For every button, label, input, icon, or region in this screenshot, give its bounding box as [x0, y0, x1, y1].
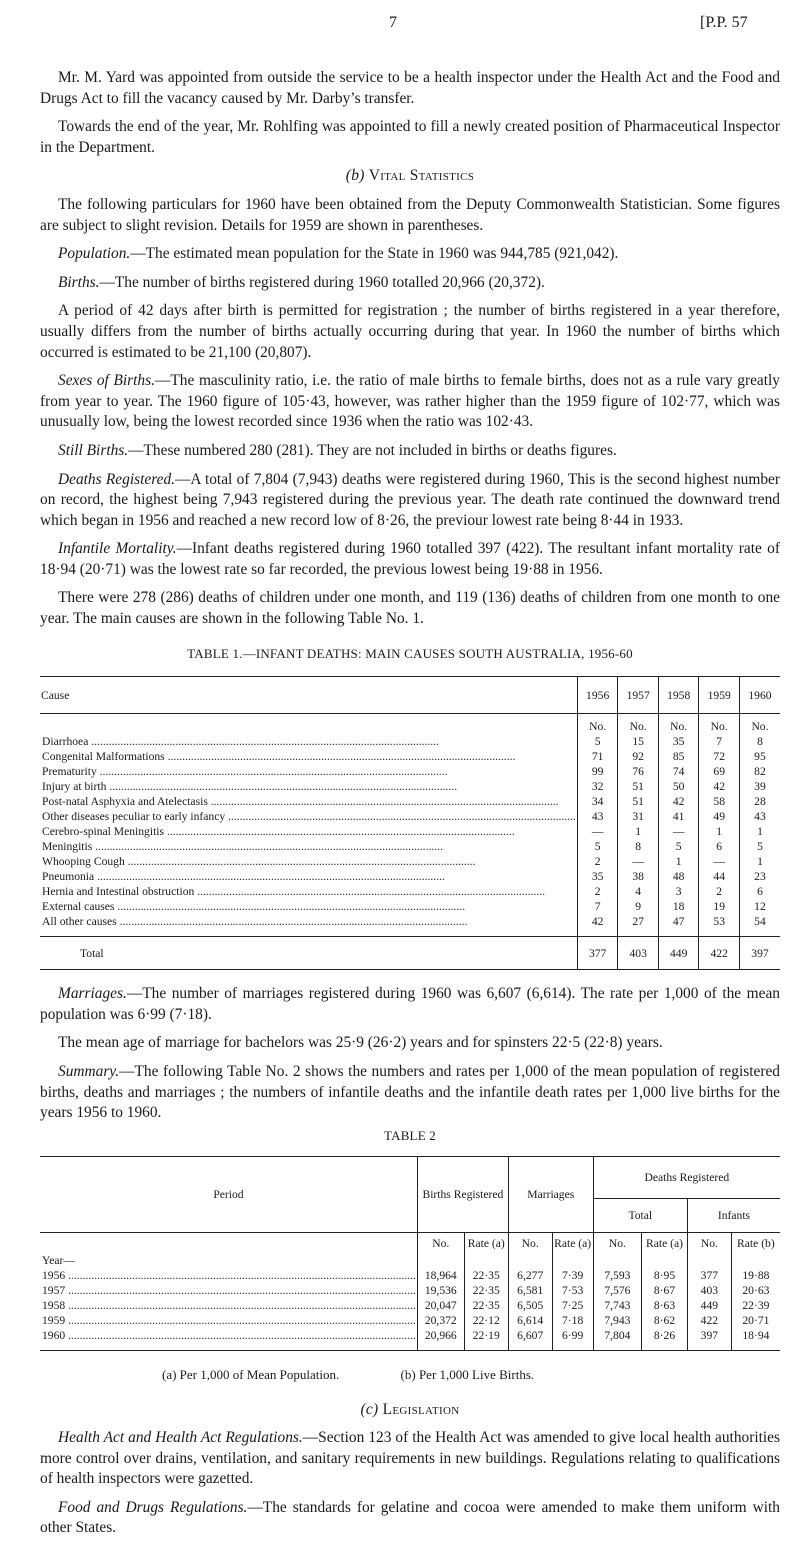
- cause-label: Pneumonia ........................................................................................................................: [42, 870, 445, 884]
- lead-summary: Summary.: [58, 1063, 120, 1081]
- dot-leader: ........................................................................................................................: [194, 885, 546, 899]
- cell-value: 5: [577, 734, 618, 749]
- unit-row: [40, 714, 780, 735]
- paragraph-population: [40, 244, 780, 265]
- paragraph-registration-period: A period of 42 days after birth is permitted for registration ; the number of births registered in a year therefore, usually differs from the number of births actually occurring during that year. In 1960 the number of births which occurred is estimated to be 21,100 (20,807).: [40, 302, 780, 361]
- lead-sexes: Sexes of Births.: [58, 372, 155, 390]
- cell-value: 8·62: [642, 1313, 688, 1328]
- cell-value: 1: [618, 824, 659, 839]
- cell-value: 397: [687, 1328, 731, 1351]
- cell-value: 50: [658, 779, 699, 794]
- cell-value: 7,804: [593, 1328, 641, 1351]
- cause-label: Injury at birth ........................................................................................................................: [42, 780, 458, 794]
- dot-leader: ........................................................................................................................: [225, 810, 576, 824]
- table-row: [40, 749, 780, 764]
- cell-value: 9: [618, 899, 659, 914]
- year-cell: 1960 ........................................................................................................................: [42, 1328, 416, 1342]
- cell-value: 8: [739, 734, 780, 749]
- cell-value: —: [577, 824, 618, 839]
- cell-value: 7,943: [593, 1313, 641, 1328]
- year-header: 1958: [658, 677, 699, 714]
- cause-label: Cerebro-spinal Meningitis ........................................................................................................................: [42, 825, 515, 839]
- year-cell: 1956 ........................................................................................................................: [42, 1268, 416, 1282]
- sub-header-rate: Rate (a): [464, 1233, 508, 1253]
- page-reference: [P.P. 57: [700, 14, 748, 31]
- lead-births: Births.: [58, 273, 100, 291]
- cell-value: 7·18: [552, 1313, 593, 1328]
- cell-value: 31: [618, 809, 659, 824]
- cell-value: 2: [699, 884, 740, 899]
- cell-value: 6,607: [508, 1328, 552, 1351]
- cell-value: 7·39: [552, 1268, 593, 1283]
- cell-value: —: [658, 824, 699, 839]
- sub-header-rate: Rate (a): [552, 1233, 593, 1253]
- cell-value: 53: [699, 914, 740, 937]
- section-title: Legislation: [382, 1400, 460, 1418]
- year-cell: 1959 ........................................................................................................................: [42, 1313, 416, 1327]
- cell-value: 8·26: [642, 1328, 688, 1351]
- footnote-b: (b) Per 1,000 Live Births.: [400, 1366, 535, 1382]
- births-header: Births Registered: [417, 1157, 508, 1233]
- year-header: 1956: [577, 677, 618, 714]
- lead-population: Population.: [58, 245, 131, 263]
- total-value: 403: [618, 937, 659, 970]
- dot-leader: ........................................................................................................................: [164, 825, 515, 839]
- cell-value: 58: [699, 794, 740, 809]
- cell-value: 22·35: [464, 1268, 508, 1283]
- cell-value: 39: [739, 779, 780, 794]
- cell-value: 8·95: [642, 1268, 688, 1283]
- year-label-row: [40, 1253, 780, 1268]
- text-infantile: —Infant deaths registered during 1960 totalled 397 (422). The resultant infant mortality rate of 18·94 (20·71) was the lowest rate so far recorded, the previous lowest being 19·88 in 1956.: [40, 540, 780, 578]
- section-letter: (c): [360, 1400, 379, 1418]
- table-row: [40, 734, 780, 749]
- total-value: 397: [739, 937, 780, 970]
- dot-leader: ........................................................................................................................: [88, 735, 440, 749]
- cell-value: 22·19: [464, 1328, 508, 1351]
- cause-label: Meningitis ........................................................................................................................: [42, 840, 443, 854]
- cell-value: 20,372: [417, 1313, 464, 1328]
- cell-value: 51: [618, 779, 659, 794]
- cell-value: 71: [577, 749, 618, 764]
- cell-value: 69: [699, 764, 740, 779]
- cell-value: 6,505: [508, 1298, 552, 1313]
- paragraph-particulars: The following particulars for 1960 have been obtained from the Deputy Commonwealth Statistician. Some figures are subject to slight revision. Details for 1959 are shown in parentheses.: [40, 195, 780, 234]
- total-row: [40, 937, 780, 970]
- dot-leader: ........................................................................................................................: [92, 840, 443, 854]
- deaths-header: Deaths Registered: [593, 1157, 780, 1199]
- lead-still-births: Still Births.: [58, 441, 129, 459]
- cause-label: Whooping Cough ........................................................................................................................: [42, 855, 476, 869]
- cell-value: 19,536: [417, 1283, 464, 1298]
- cell-value: 19: [699, 899, 740, 914]
- cell-value: 1: [699, 824, 740, 839]
- cell-value: 1: [658, 854, 699, 869]
- cell-value: 3: [658, 884, 699, 899]
- year-header: 1957: [618, 677, 659, 714]
- year-label: Year—: [42, 1253, 75, 1267]
- cause-label: Post-natal Asphyxia and Atelectasis ........................................................................................................................: [42, 795, 559, 809]
- lead-deaths: Deaths Registered.: [58, 470, 175, 488]
- sub-header-no: No.: [508, 1233, 552, 1253]
- year-cell: 1957 ........................................................................................................................: [42, 1283, 416, 1297]
- cell-value: 18·94: [731, 1328, 780, 1351]
- table-row: [40, 839, 780, 854]
- table-row: [40, 809, 780, 824]
- table-row: [40, 794, 780, 809]
- cell-value: 43: [739, 809, 780, 824]
- cell-value: 2: [577, 854, 618, 869]
- cell-value: 23: [739, 869, 780, 884]
- table-row: [40, 884, 780, 899]
- cause-label: External causes ........................................................................................................................: [42, 900, 466, 914]
- text-population: —The estimated mean population for the State in 1960 was 944,785 (921,042).: [130, 245, 619, 263]
- table2-title: TABLE 2: [384, 1127, 436, 1143]
- cell-value: 20,966: [417, 1328, 464, 1351]
- cell-value: 42: [577, 914, 618, 937]
- cell-value: 20·71: [731, 1313, 780, 1328]
- cell-value: 35: [658, 734, 699, 749]
- cause-label: Diarrhoea ........................................................................................................................: [42, 735, 440, 749]
- cell-value: 7,593: [593, 1268, 641, 1283]
- sub-header-rate: Rate (a): [642, 1233, 688, 1253]
- cell-value: 85: [658, 749, 699, 764]
- total-value: 449: [658, 937, 699, 970]
- cell-value: 35: [577, 869, 618, 884]
- cell-value: 41: [658, 809, 699, 824]
- dot-leader: ........................................................................................................................: [116, 915, 468, 929]
- cell-value: 72: [699, 749, 740, 764]
- cell-value: 18: [658, 899, 699, 914]
- text-births: —The number of births registered during 1960 totalled 20,966 (20,372).: [99, 273, 545, 291]
- cell-value: 6,277: [508, 1268, 552, 1283]
- sub-header-rate: Rate (b): [731, 1233, 780, 1253]
- cause-label: Hernia and Intestinal obstruction ........................................................................................................................: [42, 885, 546, 899]
- cell-value: 47: [658, 914, 699, 937]
- infant-deaths-table: [40, 676, 780, 970]
- unit-label: No.: [618, 714, 659, 735]
- table-row: [40, 869, 780, 884]
- lead-infantile: Infantile Mortality.: [58, 540, 177, 558]
- paragraph-mean-age: The mean age of marriage for bachelors was 25·9 (26·2) years and for spinsters 22·5 (22·8) years.: [58, 1034, 663, 1052]
- cell-value: 6,614: [508, 1313, 552, 1328]
- lead-marriages: Marriages.: [58, 985, 127, 1003]
- cell-value: 2: [577, 884, 618, 899]
- cell-value: 7·25: [552, 1298, 593, 1313]
- cell-value: 34: [577, 794, 618, 809]
- sub-header-no: No.: [687, 1233, 731, 1253]
- cell-value: 27: [618, 914, 659, 937]
- total-value: 422: [699, 937, 740, 970]
- cause-header: Cause: [40, 677, 577, 714]
- text-deaths: —A total of 7,804 (7,943) deaths were registered during 1960, This is the second highest number on record, the highest being 7,943 registered during the previous year. The death rate continued the downward trend which began in 1956 and reached a new record low of 8·26, the previour lowest rate being 8·44 in 1933.: [40, 470, 780, 529]
- unit-label: No.: [577, 714, 618, 735]
- lead-food-drugs: Food and Drugs Regulations.: [58, 1498, 248, 1516]
- cell-value: 1: [739, 824, 780, 839]
- table-row: [40, 914, 780, 937]
- paragraph-marriages: [40, 984, 780, 1025]
- dot-leader: ........................................................................................................................: [65, 1268, 416, 1282]
- table-row: [40, 1313, 780, 1328]
- vital-statistics-table: [40, 1156, 780, 1351]
- paragraph-summary: [40, 1062, 780, 1124]
- cell-value: 8·63: [642, 1298, 688, 1313]
- cell-value: 92: [618, 749, 659, 764]
- dot-leader: ........................................................................................................................: [65, 1298, 416, 1312]
- cell-value: 7·53: [552, 1283, 593, 1298]
- unit-label: No.: [739, 714, 780, 735]
- cause-label: Prematurity ........................................................................................................................: [42, 765, 448, 779]
- cell-value: 28: [739, 794, 780, 809]
- paragraph-rohlfing: Towards the end of the year, Mr. Rohlfing was appointed to fill a newly created position of Pharmaceutical Inspector in the Department.: [40, 118, 780, 156]
- year-header: 1959: [699, 677, 740, 714]
- text-summary: —The following Table No. 2 shows the numbers and rates per 1,000 of the mean population of registered births, deaths and marriages ; the numbers of infantile deaths and the infantile death rates per 1,000 live births for the years 1956 to 1960.: [40, 1063, 780, 1122]
- cell-value: 449: [687, 1298, 731, 1313]
- page-header: [0, 14, 801, 38]
- dot-leader: ........................................................................................................................: [96, 765, 448, 779]
- dot-leader: ........................................................................................................................: [65, 1328, 416, 1342]
- table-row: [40, 899, 780, 914]
- paragraph-yard: Mr. M. Yard was appointed from outside the service to be a health inspector under the Health Act and the Food and Drugs Act to fill the vacancy caused by Mr. Darby’s transfer.: [40, 69, 780, 107]
- dot-leader: ........................................................................................................................: [124, 855, 476, 869]
- cell-value: 38: [618, 869, 659, 884]
- page-number: 7: [389, 14, 397, 31]
- table-row: [40, 1268, 780, 1283]
- cell-value: 49: [699, 809, 740, 824]
- table2-footnotes: [40, 1365, 780, 1386]
- cell-value: 7,576: [593, 1283, 641, 1298]
- cell-value: 6,581: [508, 1283, 552, 1298]
- dot-leader: ........................................................................................................................: [164, 750, 516, 764]
- cause-label: All other causes ........................................................................................................................: [42, 915, 468, 929]
- document-body: [40, 68, 780, 1547]
- cell-value: 22·12: [464, 1313, 508, 1328]
- section-title: Vital Statistics: [368, 167, 475, 185]
- cell-value: 99: [577, 764, 618, 779]
- cell-value: 44: [699, 869, 740, 884]
- cell-value: 5: [658, 839, 699, 854]
- text-food-drugs: —The standards for gelatine and cocoa were amended to make them uniform with other States.: [40, 1498, 780, 1537]
- section-heading-legislation: [40, 1400, 780, 1421]
- cell-value: 12: [739, 899, 780, 914]
- table-row: [40, 1298, 780, 1313]
- cell-value: 15: [618, 734, 659, 749]
- dot-leader: ........................................................................................................................: [65, 1313, 416, 1327]
- sub-header-no: No.: [593, 1233, 641, 1253]
- year-cell: 1958 ........................................................................................................................: [42, 1298, 416, 1312]
- cell-value: 32: [577, 779, 618, 794]
- cell-value: 43: [577, 809, 618, 824]
- cell-value: 48: [658, 869, 699, 884]
- cell-value: 5: [577, 839, 618, 854]
- paragraph-infantile-mortality: [40, 539, 780, 580]
- paragraph-children-deaths: There were 278 (286) deaths of children under one month, and 119 (136) deaths of children from one month to one year. The main causes are shown in the following Table No. 1.: [40, 589, 780, 628]
- cell-value: 7,743: [593, 1298, 641, 1313]
- table-row: [40, 1283, 780, 1298]
- total-label: Total: [40, 937, 577, 970]
- cell-value: 42: [658, 794, 699, 809]
- cell-value: 22·39: [731, 1298, 780, 1313]
- marriages-header: Marriages: [508, 1157, 593, 1233]
- deaths-infants-header: Infants: [687, 1199, 780, 1233]
- sub-header-no: No.: [417, 1233, 464, 1253]
- cell-value: 54: [739, 914, 780, 937]
- table-row: [40, 779, 780, 794]
- cell-value: 5: [739, 839, 780, 854]
- cell-value: 8: [618, 839, 659, 854]
- cell-value: 76: [618, 764, 659, 779]
- paragraph-sexes-of-births: [40, 371, 780, 433]
- paragraph-food-drugs: [40, 1498, 780, 1539]
- cell-value: 20,047: [417, 1298, 464, 1313]
- table-row: [40, 824, 780, 839]
- cell-value: 7: [577, 899, 618, 914]
- cell-value: 20·63: [731, 1283, 780, 1298]
- text-still-births: —These numbered 280 (281). They are not included in births or deaths figures.: [128, 441, 617, 459]
- cell-value: 403: [687, 1283, 731, 1298]
- cell-value: 422: [687, 1313, 731, 1328]
- text-marriages: —The number of marriages registered during 1960 was 6,607 (6,614). The rate per 1,000 of the mean population was 6·99 (7·18).: [40, 985, 780, 1023]
- unit-label: No.: [658, 714, 699, 735]
- table-row: [40, 764, 780, 779]
- footnote-a: (a) Per 1,000 of Mean Population.: [162, 1366, 340, 1382]
- cell-value: 377: [687, 1268, 731, 1283]
- table-row: [40, 1328, 780, 1351]
- cell-value: —: [699, 854, 740, 869]
- lead-health-act: Health Act and Health Act Regulations.: [58, 1429, 303, 1447]
- table1-title: TABLE 1.—INFANT DEATHS: MAIN CAUSES SOUTH AUSTRALIA, 1956-60: [187, 645, 633, 661]
- deaths-total-header: Total: [593, 1199, 687, 1233]
- cell-value: 19·88: [731, 1268, 780, 1283]
- dot-leader: ........................................................................................................................: [106, 780, 458, 794]
- paragraph-still-births: [40, 441, 780, 462]
- paragraph-health-act: [40, 1428, 780, 1490]
- cell-value: 22·35: [464, 1283, 508, 1298]
- cell-value: 42: [699, 779, 740, 794]
- cell-value: 1: [739, 854, 780, 869]
- paragraph-births: [40, 273, 780, 294]
- total-value: 377: [577, 937, 618, 970]
- cell-value: 74: [658, 764, 699, 779]
- dot-leader: ........................................................................................................................: [207, 795, 559, 809]
- text-sexes: —The masculinity ratio, i.e. the ratio of male births to female births, does not as a rule vary greatly from year to year. The 1960 figure of 105·43, however, was rather higher than the 1959 figure of 102·77, which was unusually low, being the lowest recorded since 1936 when the ratio was 102·43.: [40, 372, 781, 431]
- cell-value: 22·35: [464, 1298, 508, 1313]
- cell-value: —: [618, 854, 659, 869]
- cell-value: 6: [739, 884, 780, 899]
- unit-label: No.: [699, 714, 740, 735]
- dot-leader: ........................................................................................................................: [94, 870, 445, 884]
- dot-leader: ........................................................................................................................: [65, 1283, 416, 1297]
- cell-value: 6: [699, 839, 740, 854]
- cell-value: 4: [618, 884, 659, 899]
- section-heading-vital-statistics: [40, 166, 780, 187]
- cell-value: 95: [739, 749, 780, 764]
- period-header: Period: [40, 1157, 417, 1233]
- paragraph-deaths-registered: [40, 470, 780, 532]
- cell-value: 18,964: [417, 1268, 464, 1283]
- cell-value: 7: [699, 734, 740, 749]
- cause-label: Congenital Malformations ........................................................................................................................: [42, 750, 516, 764]
- cell-value: 51: [618, 794, 659, 809]
- year-header: 1960: [739, 677, 780, 714]
- cell-value: 8·67: [642, 1283, 688, 1298]
- cell-value: 6·99: [552, 1328, 593, 1351]
- dot-leader: ........................................................................................................................: [114, 900, 466, 914]
- text-health-act: —Section 123 of the Health Act was amended to give local health authorities more control over drains, ventilation, and sanitary requirements in new buildings. Regulations relating to qualifications of health inspectors were gazetted.: [40, 1429, 780, 1488]
- section-letter: (b): [345, 167, 365, 185]
- cause-label: Other diseases peculiar to early infancy ........................................................................................................................: [42, 810, 576, 824]
- cell-value: 82: [739, 764, 780, 779]
- table-row: [40, 854, 780, 869]
